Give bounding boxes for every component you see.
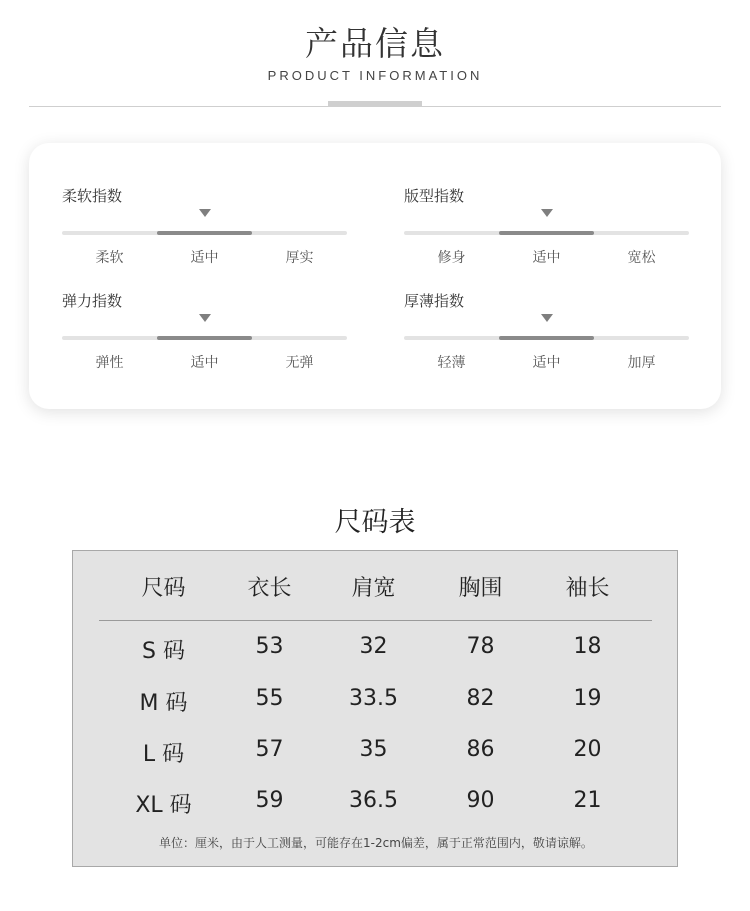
table-cell: 20 <box>573 737 602 762</box>
index-label: 无弹 <box>285 355 314 371</box>
header-divider-accent <box>328 101 422 107</box>
index-fill <box>157 336 252 340</box>
index-title: 厚薄指数 <box>404 292 465 310</box>
table-row <box>73 634 679 670</box>
size-table-title: 尺码表 <box>334 507 416 538</box>
table-cell: 55 <box>255 686 284 711</box>
page-header <box>0 0 750 110</box>
table-row <box>73 686 679 722</box>
product-index-card <box>29 143 721 409</box>
index-label: 适中 <box>532 250 561 266</box>
table-row <box>73 737 679 773</box>
table-cell: 21 <box>573 788 602 813</box>
page-subtitle: PRODUCT INFORMATION <box>267 68 483 83</box>
table-header-divider <box>99 620 652 621</box>
index-title: 弹力指数 <box>62 292 123 310</box>
index-label: 适中 <box>190 355 219 371</box>
table-cell: S 码 <box>142 639 185 664</box>
table-header-cell: 衣长 <box>247 576 292 601</box>
index-thickness <box>404 290 689 380</box>
index-marker-icon <box>541 209 553 217</box>
table-cell: L 码 <box>142 742 185 767</box>
table-cell: 36.5 <box>349 788 398 813</box>
table-cell: XL 码 <box>135 793 192 818</box>
table-cell: 53 <box>255 634 284 659</box>
table-cell: 35 <box>359 737 388 762</box>
index-label: 厚实 <box>285 250 314 266</box>
size-table <box>72 550 678 867</box>
table-header-cell: 袖长 <box>565 576 610 601</box>
table-row <box>73 788 679 824</box>
table-cell: 82 <box>466 686 495 711</box>
index-fill <box>157 231 252 235</box>
table-cell: M 码 <box>139 691 188 716</box>
index-softness <box>62 185 347 275</box>
index-fill <box>499 336 594 340</box>
index-marker-icon <box>541 314 553 322</box>
table-cell: 33.5 <box>349 686 398 711</box>
table-header-cell: 胸围 <box>458 576 503 601</box>
index-fill <box>499 231 594 235</box>
index-title: 柔软指数 <box>62 187 123 205</box>
index-label: 适中 <box>532 355 561 371</box>
index-label: 宽松 <box>627 250 656 266</box>
index-label: 修身 <box>437 250 466 266</box>
table-header-cell: 肩宽 <box>351 576 396 601</box>
index-elasticity <box>62 290 347 380</box>
page-title: 产品信息 <box>305 24 445 63</box>
index-label: 轻薄 <box>437 355 466 371</box>
table-header-row <box>73 571 679 607</box>
index-label: 柔软 <box>95 250 124 266</box>
index-fit <box>404 185 689 275</box>
table-cell: 32 <box>359 634 388 659</box>
table-cell: 18 <box>573 634 602 659</box>
index-marker-icon <box>199 314 211 322</box>
table-cell: 57 <box>255 737 284 762</box>
index-marker-icon <box>199 209 211 217</box>
index-label: 适中 <box>190 250 219 266</box>
index-title: 版型指数 <box>404 187 465 205</box>
table-cell: 90 <box>466 788 495 813</box>
size-table-note: 单位：厘米，由于人工测量，可能存在1-2cm偏差，属于正常范围内，敬请谅解。 <box>159 836 593 850</box>
index-label: 加厚 <box>627 355 656 371</box>
table-cell: 78 <box>466 634 495 659</box>
table-header-cell: 尺码 <box>141 576 186 601</box>
index-label: 弹性 <box>95 355 124 371</box>
table-cell: 59 <box>255 788 284 813</box>
table-cell: 19 <box>573 686 602 711</box>
table-cell: 86 <box>466 737 495 762</box>
